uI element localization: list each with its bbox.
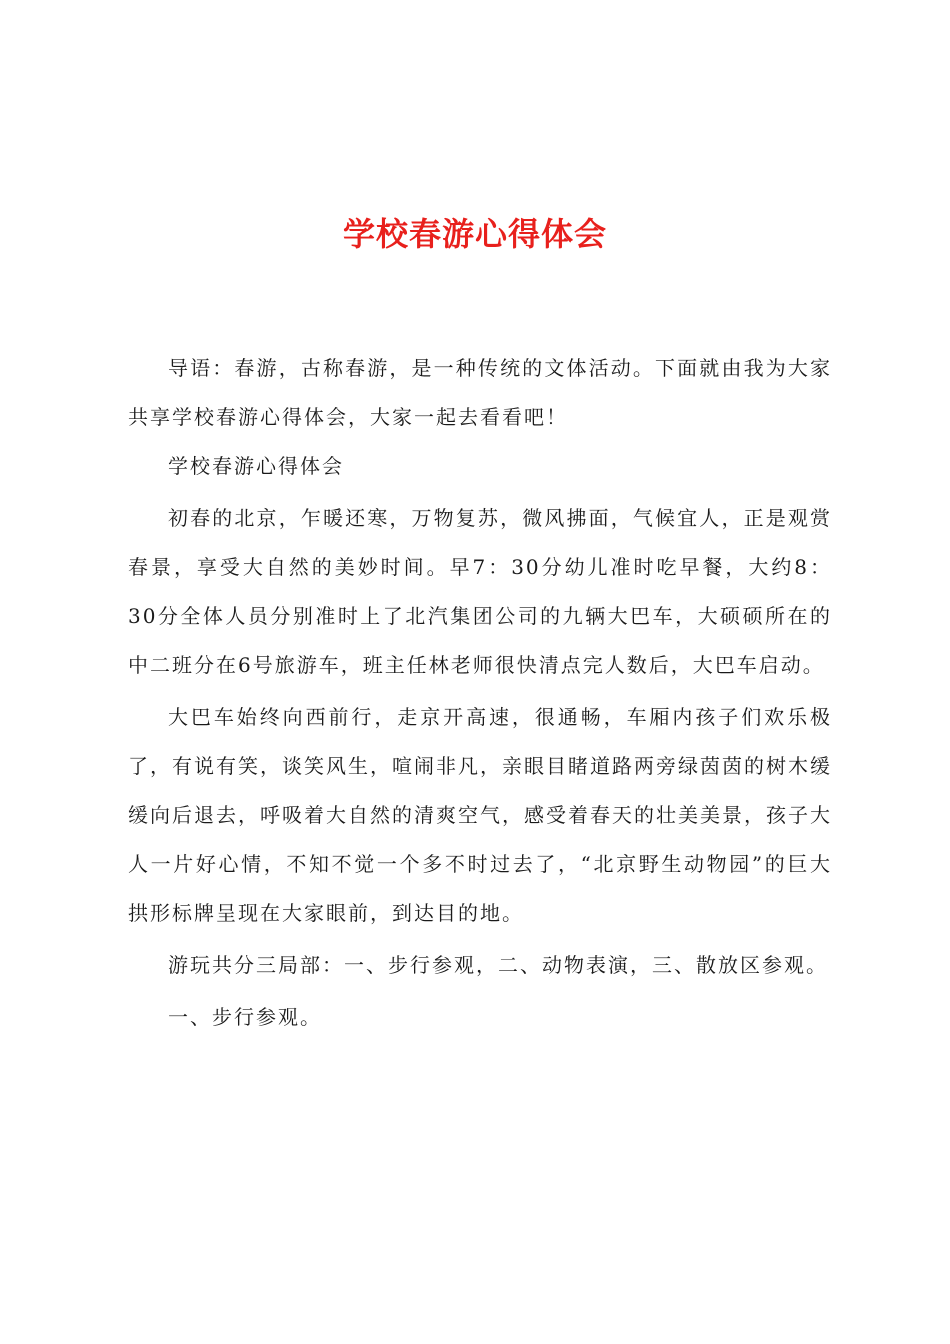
body-paragraph: 游玩共分三局部：一、步行参观，二、动物表演，三、散放区参观。 (168, 953, 828, 977)
intro-paragraph: 导语：春游，古称春游，是一种传统的文体活动。下面就由我为大家共享学校春游心得体会，大家一起去看看吧！ (128, 356, 832, 429)
document-title: 学校春游心得体会 (342, 215, 607, 253)
body-paragraph: 大巴车始终向西前行，走京开高速，很通畅，车厢内孩子们欢乐极了，有说有笑，谈笑风生，喧闹非凡，亲眼目睹道路两旁绿茵茵的树木缓缓向后退去，呼吸着大自然的清爽空气，感受着春天的壮美美景，孩子大人一片好心情，不知不觉一个多不时过去了，“北京野生动物园”的巨大拱形标牌呈现在大家眼前，到达目的地。 (128, 705, 832, 925)
subsection-heading: 一、步行参观。 (168, 1005, 322, 1029)
document-body (128, 344, 832, 1042)
body-paragraph: 初春的北京，乍暖还寒，万物复苏，微风拂面，气候宜人，正是观赏春景，享受大自然的美妙时间。早7：30分幼儿准时吃早餐，大约8：30分全体人员分别准时上了北汽集团公司的九辆大巴车，大硕硕所在的中二班分在6号旅游车，班主任林老师很快清点完人数后，大巴车启动。 (128, 506, 832, 677)
section-heading: 学校春游心得体会 (168, 454, 344, 478)
